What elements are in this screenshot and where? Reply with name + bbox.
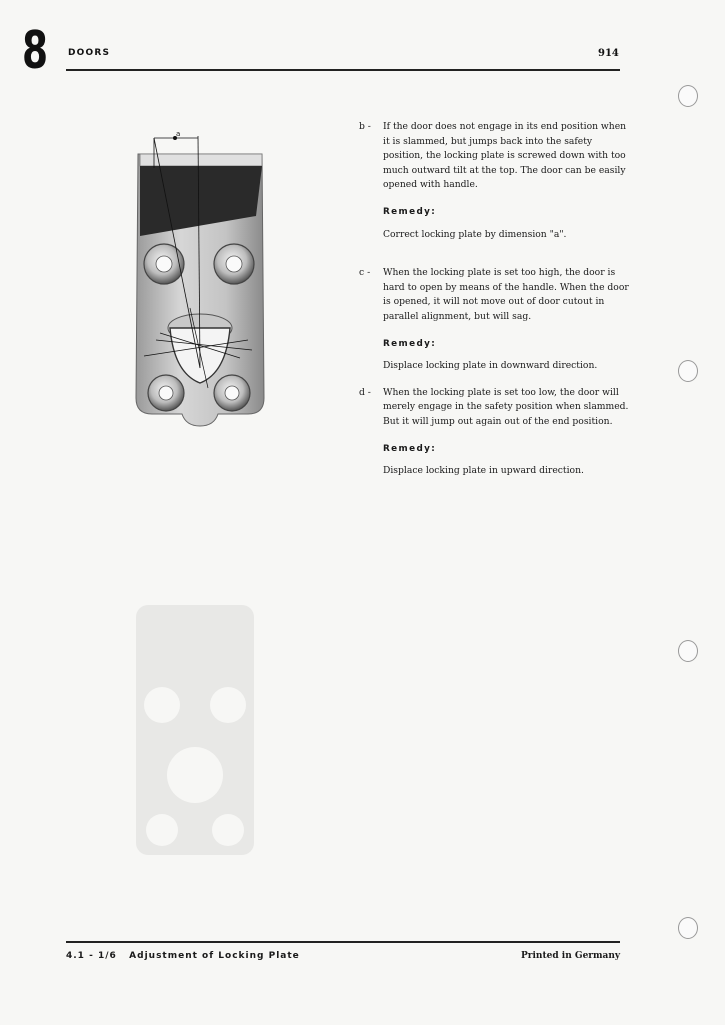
remedy-heading: Remedy: [383, 338, 437, 349]
locking-plate-figure [130, 128, 270, 430]
remedy-heading: Remedy: [383, 443, 437, 454]
footer-rule [66, 941, 620, 943]
remedy-text: Displace locking plate in upward direction. [383, 465, 584, 477]
remedy-text: Correct locking plate by dimension "a". [383, 228, 567, 240]
section-text: When the locking plate is set too high, the door is hard to open by means of the handle. When the door is opened, it will not move out of door cutout in parallel alignment, but will sag. [383, 267, 629, 322]
remedy-text: Displace locking plate in downward direction. [383, 360, 598, 372]
locking-plate-diagram [130, 128, 270, 430]
remedy-heading: Remedy: [383, 206, 437, 217]
chapter-number: 8 [22, 21, 47, 81]
instruction-content [359, 120, 629, 503]
dimension-label: a [176, 130, 181, 138]
model-number: 914 [598, 48, 619, 59]
punch-hole [678, 360, 698, 382]
section-label: b - [359, 121, 371, 132]
section-d [359, 386, 629, 430]
bleed-through-figure [130, 585, 260, 865]
punch-hole [678, 85, 698, 107]
chapter-title: DOORS [68, 48, 111, 58]
page-reference: 4.1 - 1/6 [66, 951, 117, 961]
section-label: d - [359, 386, 371, 398]
printed-note: Printed in Germany [521, 951, 621, 961]
bleed-through-diagram [130, 585, 260, 865]
footer-reference [66, 951, 300, 961]
punch-hole [678, 917, 698, 939]
section-text: If the door does not engage in its end position when it is slammed, but jumps back into the safety position, the locking plate is screwed down with too much outward tilt at the top. The door can be easily opened with handle. [383, 121, 627, 191]
header-rule [66, 69, 620, 71]
punch-hole [678, 640, 698, 662]
section-b [359, 120, 629, 193]
section-c [359, 266, 629, 324]
section-title: Adjustment of Locking Plate [129, 951, 300, 961]
section-label: c - [359, 267, 371, 279]
section-text: When the locking plate is set too low, the door will merely engage in the safety position when slammed. But it will jump out again out of the end position. [383, 386, 629, 427]
